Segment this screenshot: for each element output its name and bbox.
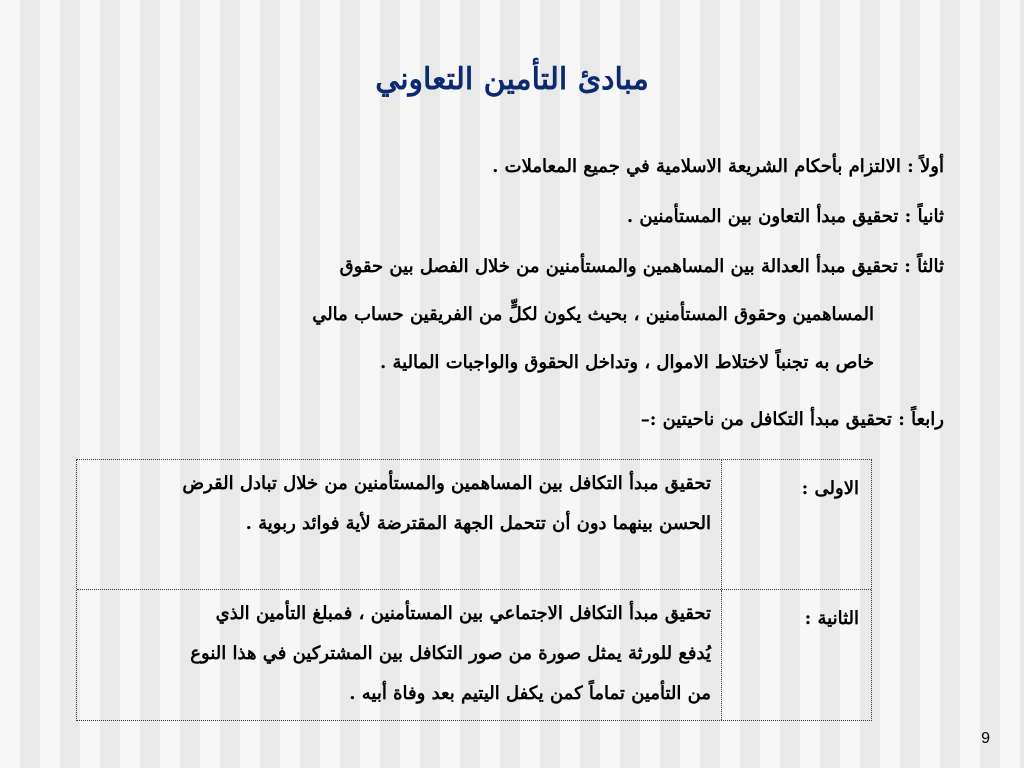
table-row-text-line: يُدفع للورثة يمثل صورة من صور التكافل بين المشتركين في هذا النوع bbox=[190, 643, 711, 664]
principle-third-line-3: خاص به تجنباً لاختلاط الاموال ، وتداخل الحقوق والواجبات المالية . bbox=[379, 352, 874, 373]
solidarity-table bbox=[76, 459, 872, 721]
table-row-label: الثانية : bbox=[721, 590, 871, 720]
table-row-text bbox=[77, 590, 721, 720]
page-number: 9 bbox=[981, 730, 990, 747]
principle-second bbox=[224, 193, 944, 241]
table-row-text bbox=[77, 460, 721, 589]
principle-first bbox=[224, 143, 944, 191]
table-row-text-line: تحقيق مبدأ التكافل بين المساهمين والمستأمنين من خلال تبادل القرض bbox=[182, 473, 711, 494]
table-row bbox=[77, 590, 871, 720]
table-row-text-line: من التأمين تماماً كمن يكفل اليتيم بعد وفاة أبيه . bbox=[349, 683, 711, 704]
principle-second-text: ثانياً : تحقيق مبدأ التعاون بين المستأمنين . bbox=[626, 206, 944, 227]
slide-title: مبادئ التأمين التعاوني bbox=[375, 62, 649, 97]
principle-third-line-1: ثالثاً : تحقيق مبدأ العدالة بين المساهمين والمستأمنين من خلال الفصل بين حقوق bbox=[339, 256, 944, 277]
table-row-label: الاولى : bbox=[721, 460, 871, 589]
table-row-text-line: الحسن بينهما دون أن تتحمل الجهة المقترضة لأية فوائد ربوية . bbox=[245, 513, 711, 534]
principle-fourth bbox=[224, 396, 944, 444]
principle-third bbox=[224, 243, 944, 387]
principle-first-text: أولاً : الالتزام بأحكام الشريعة الاسلامية في جميع المعاملات . bbox=[492, 156, 944, 177]
principle-third-line-2: المساهمين وحقوق المستأمنين ، بحيث يكون لكلٍّ من الفريقين حساب مالي bbox=[312, 304, 874, 325]
table-row-text-line: تحقيق مبدأ التكافل الاجتماعي بين المستأمنين ، فمبلغ التأمين الذي bbox=[215, 603, 711, 624]
principle-fourth-text: رابعاً : تحقيق مبدأ التكافل من ناحيتين :– bbox=[640, 409, 944, 430]
table-row bbox=[77, 460, 871, 590]
